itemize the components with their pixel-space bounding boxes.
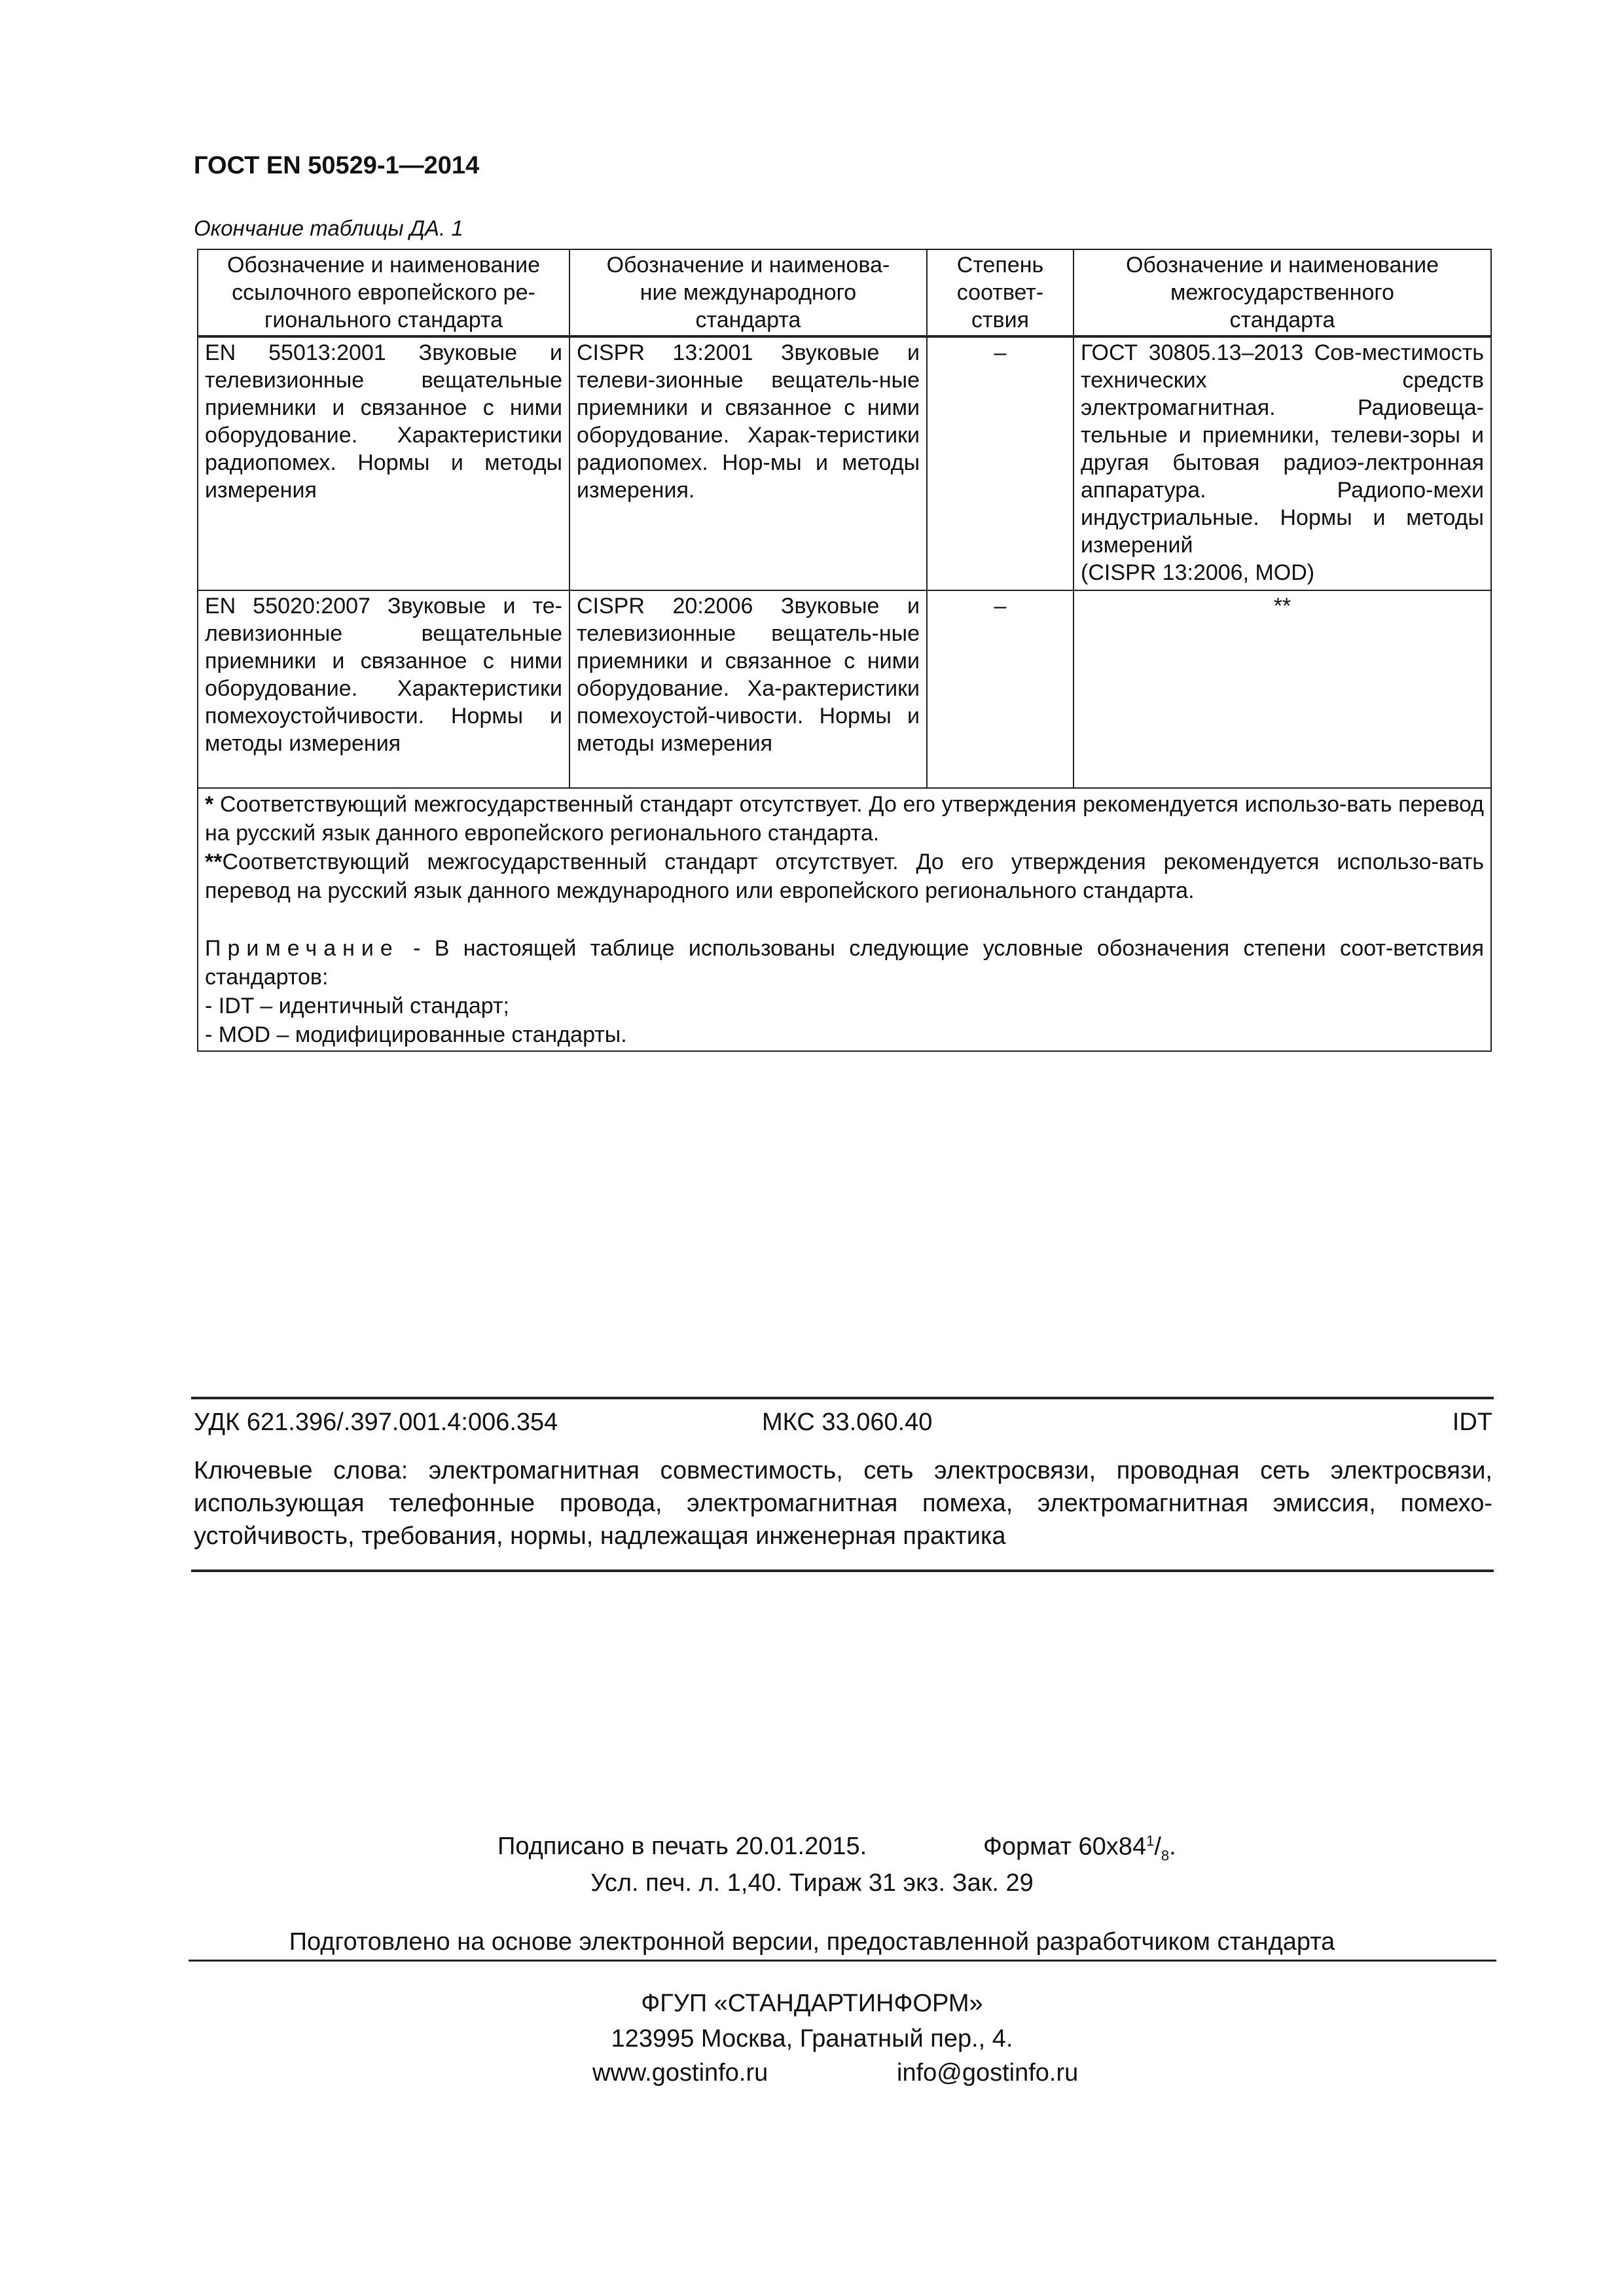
imprint-divider	[189, 1960, 1496, 1962]
cell-degree: –	[927, 590, 1074, 788]
col-header-line: ние международного	[640, 280, 857, 305]
table-row	[198, 590, 1491, 788]
col-header-degree	[927, 249, 1074, 336]
col-header-line: Обозначение и наименование	[226, 253, 541, 278]
keywords: Ключевые слова: электромагнитная совместимость, сеть электросвязи, проводная сеть электросвязи, использующая телефонные провода, электромагнитная помеха, электромагнитная эмиссия, помехо-устойчивость, требования, нормы, надлежащая инженерная практика	[194, 1457, 1492, 1550]
col-header-line: ствия	[971, 308, 1030, 332]
format-numerator: 1	[1146, 1833, 1155, 1849]
col-header-line: гионального стандарта	[264, 308, 503, 332]
footnote-text: Соответствующий межгосударственный стандарт отсутствует. До его утверждения рекомендуется использо-вать перевод на русский язык данного европейского регионального стандарта.	[205, 792, 1484, 846]
footnote-text: Соответствующий межгосударственный стандарт отсутствует. До его утверждения рекомендуется использо-вать перевод на русский язык данного международного или европейского регионального стандарта.	[205, 850, 1484, 903]
cell-interstate	[1074, 336, 1491, 590]
interstate-reference: (CISPR 13:2006, MOD)	[1081, 560, 1315, 585]
mks-code: МКС 33.060.40	[762, 1408, 933, 1436]
note-item-idt: - IDT – идентичный стандарт;	[205, 994, 509, 1018]
note-text: - В настоящей таблице использованы следующие условные обозначения степени соот-ветствия стандартов:	[205, 936, 1484, 990]
footnote-mark: **	[205, 850, 223, 874]
col-header-line: ссылочного европейского ре-	[232, 280, 535, 305]
signed-to-print: Подписано в печать 20.01.2015.	[497, 1833, 867, 1860]
correspondence-degree: IDT	[1452, 1408, 1492, 1436]
table-notes-row	[198, 788, 1491, 1051]
col-header-european	[198, 249, 569, 336]
interstate-title: ГОСТ 30805.13–2013 Сов-местимость технических средств электромагнитная. Радиовеща-тельные и приемники, телеви-зоры и другая бытовая радиоэ-лектронная аппаратура. Радиопо-мехи индустриальные. Нормы и методы измерений	[1081, 340, 1484, 558]
format-text: Формат 60х84	[983, 1833, 1147, 1861]
cell-interstate: **	[1074, 590, 1491, 788]
col-header-line: стандарта	[695, 308, 801, 332]
col-header-line: соответ-	[956, 280, 1044, 305]
footnote-mark: *	[205, 792, 214, 817]
publisher-name: ФГУП «СТАНДАРТИНФОРМ»	[641, 1990, 983, 2017]
col-header-line: Обозначение и наименование	[1125, 253, 1439, 278]
col-header-line: Степень	[956, 253, 1044, 278]
table-notes	[198, 788, 1491, 1051]
top-divider	[191, 1397, 1494, 1399]
note-label: Примечание	[205, 936, 399, 961]
format-suffix: .	[1169, 1833, 1176, 1861]
cell-international: CISPR 20:2006 Звуковые и телевизионные вещатель-ные приемники и связанное с ними оборудование. Ха-рактеристики помехоустой-чивости. Нормы и методы измерения	[569, 590, 927, 788]
col-header-international	[569, 249, 927, 336]
document-header: ГОСТ EN 50529-1—2014	[194, 152, 480, 179]
cell-international: CISPR 13:2001 Звуковые и телеви-зионные вещатель-ные приемники и связанное с ними оборудование. Харак-теристики радиопомех. Нор-мы и методы измерения.	[569, 336, 927, 590]
table-row	[198, 336, 1491, 590]
udk-code: УДК 621.396/.397.001.4:006.354	[194, 1408, 558, 1436]
table-caption: Окончание таблицы ДА. 1	[194, 216, 463, 240]
col-header-interstate	[1074, 249, 1491, 336]
format-denominator: 8	[1161, 1847, 1170, 1864]
col-header-line: стандарта	[1229, 308, 1335, 332]
paper-format: Формат $60х84^1/_8$.	[983, 1833, 1176, 1864]
bottom-divider	[191, 1570, 1494, 1572]
publisher-email[interactable]: info@gostinfo.ru	[897, 2059, 1079, 2087]
cell-european: EN 55020:2007 Звуковые и те-левизионные вещательные приемники и связанное с ними оборудование. Характеристики помехоустойчивости. Нормы и методы измерения	[198, 590, 569, 788]
publisher-address: 123995 Москва, Гранатный пер., 4.	[611, 2025, 1013, 2053]
standards-correspondence-table	[197, 249, 1492, 1052]
prepared-note: Подготовлено на основе электронной версии, предоставленной разработчиком стандарта	[289, 1928, 1335, 1956]
print-details: Усл. печ. л. 1,40. Тираж 31 экз. Зак. 29	[590, 1869, 1034, 1897]
note-item-mod: - MOD – модифицированные стандарты.	[205, 1022, 627, 1047]
cell-degree: –	[927, 336, 1074, 590]
footnote-single-star	[205, 790, 1484, 848]
cell-european: EN 55013:2001 Звуковые и телевизионные вещательные приемники и связанное с ними оборудование. Характеристики радиопомех. Нормы и методы измерения	[198, 336, 569, 590]
table-header-row	[198, 249, 1491, 336]
publisher-website[interactable]: www.gostinfo.ru	[592, 2059, 768, 2087]
col-header-line: Обозначение и наименова-	[606, 253, 890, 278]
footnote-double-star	[205, 848, 1484, 905]
table-note	[205, 934, 1484, 992]
col-header-line: межгосударственного	[1170, 280, 1394, 305]
